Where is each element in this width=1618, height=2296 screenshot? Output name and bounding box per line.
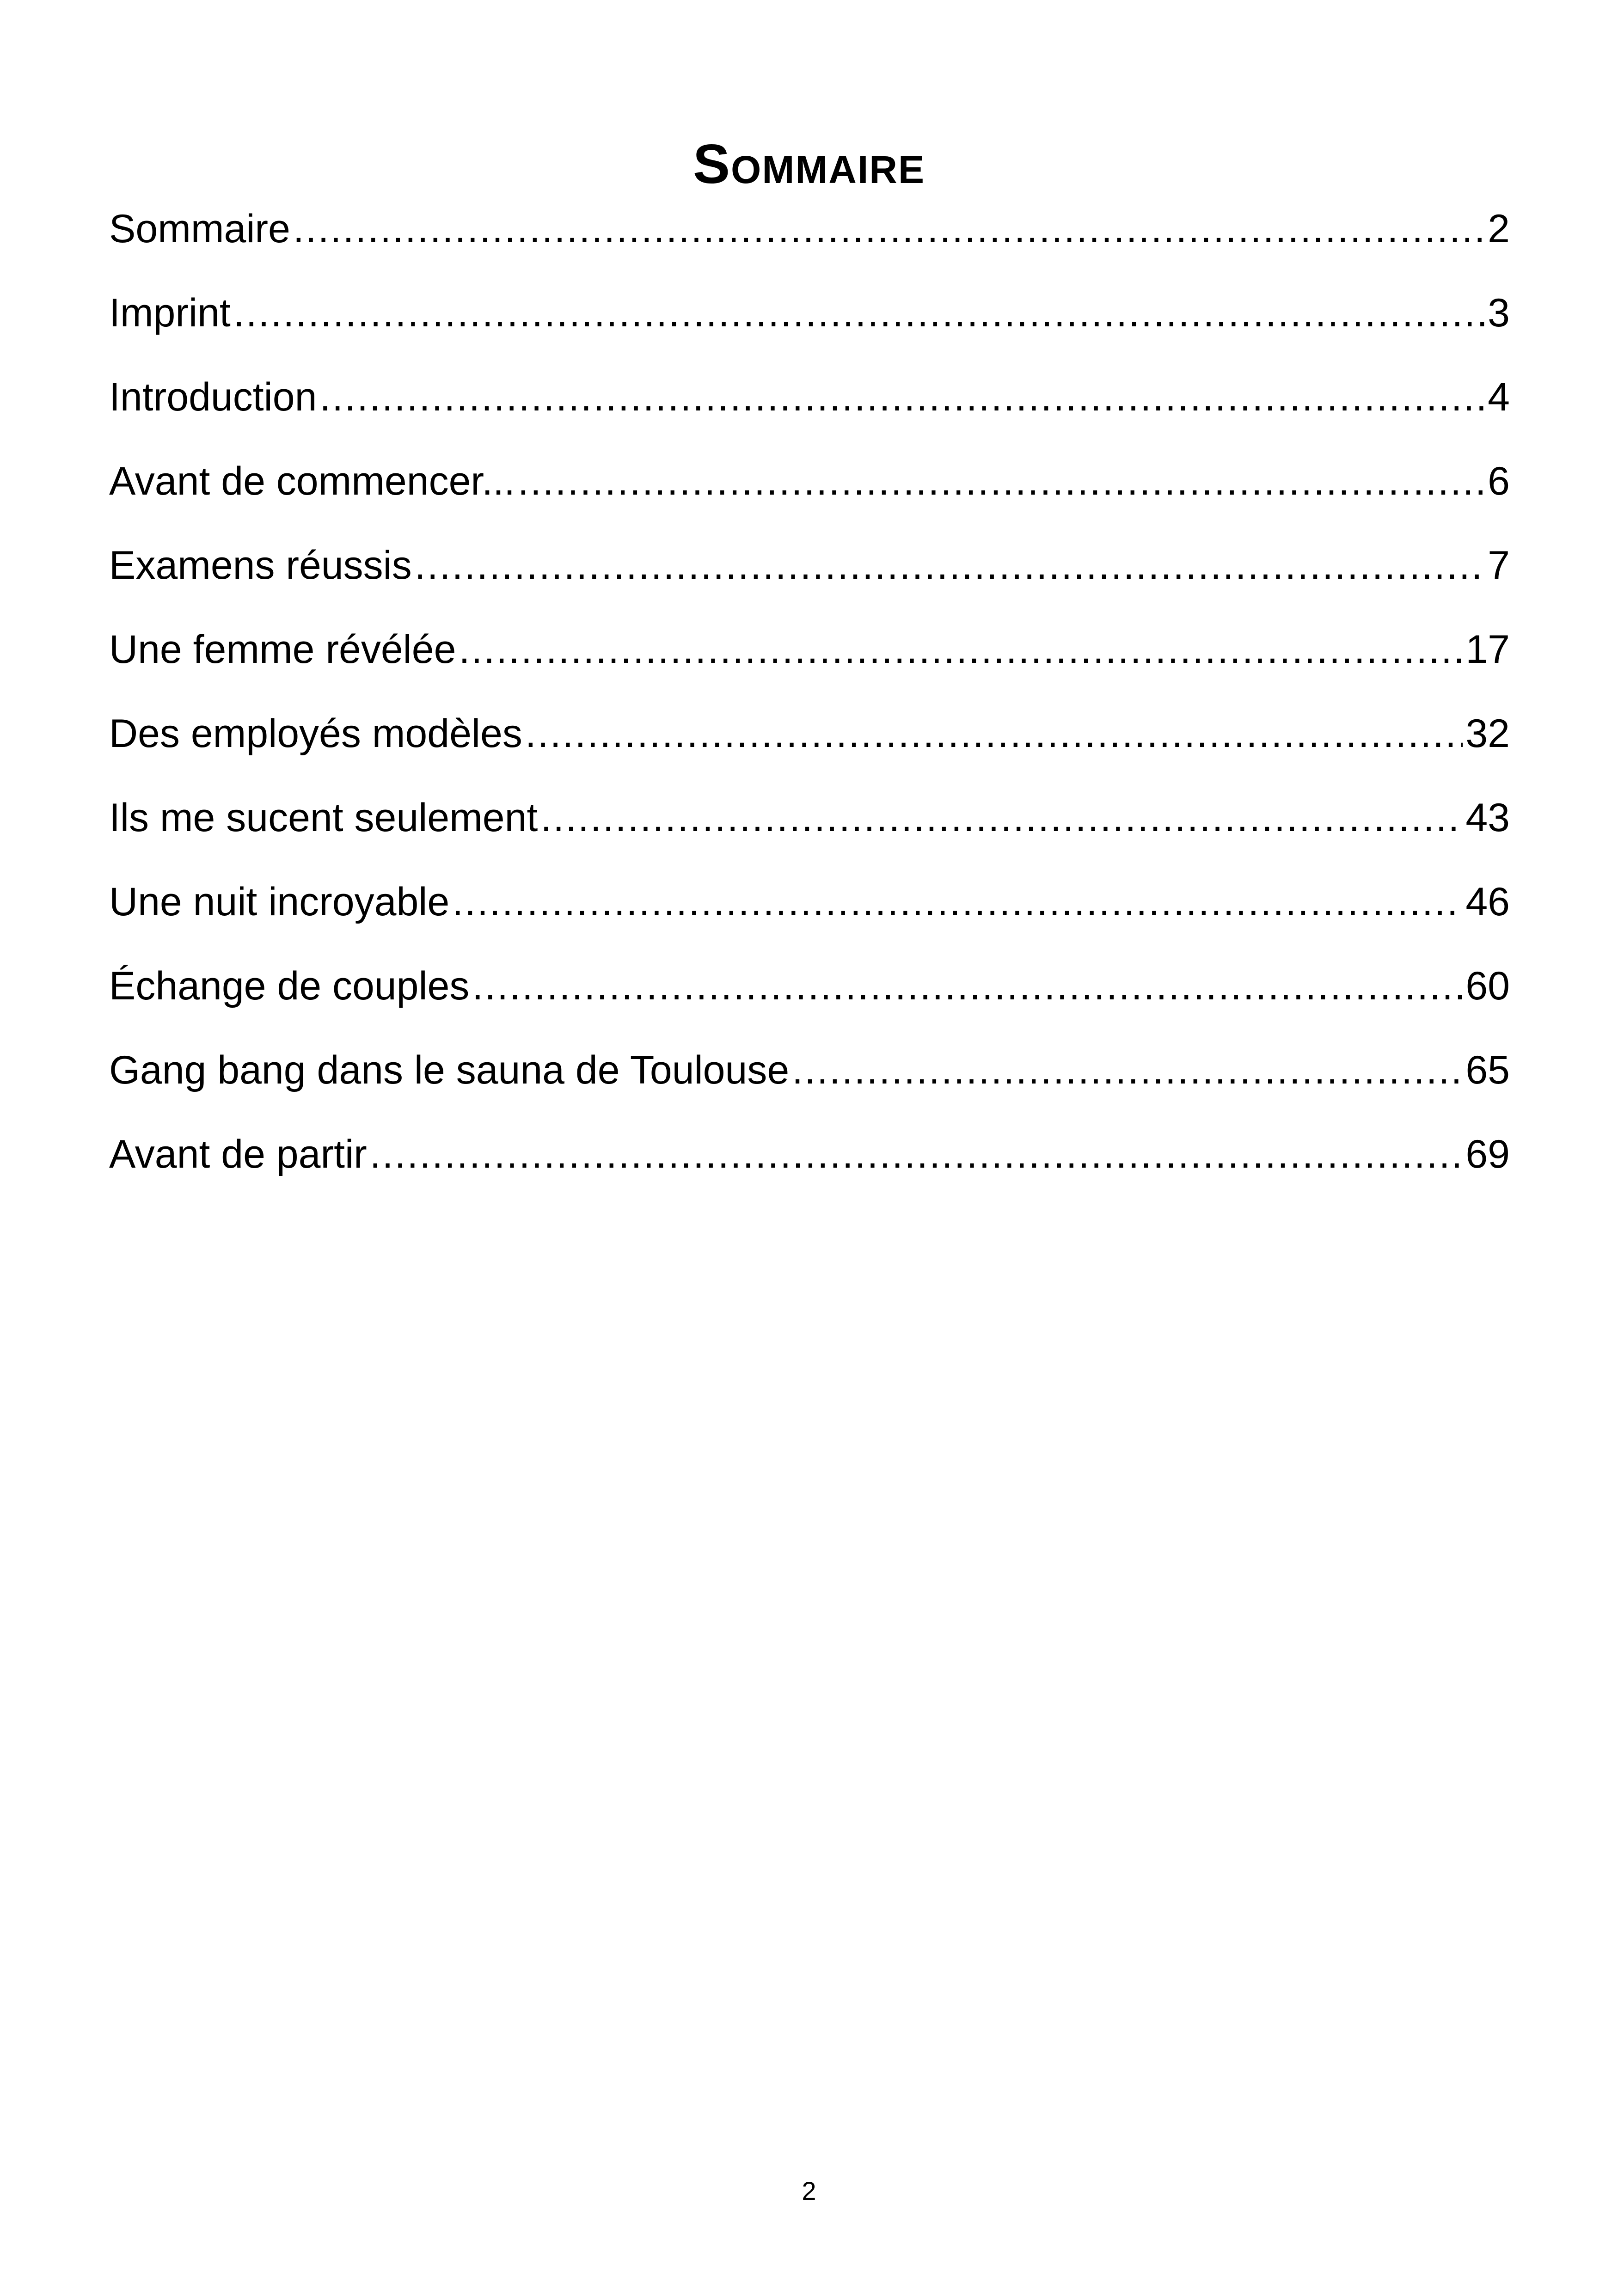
- toc-entry-label: Échange de couples: [109, 964, 470, 1008]
- toc-entry-label: Examens réussis: [109, 543, 412, 588]
- toc-entry-page: 32: [1465, 711, 1510, 756]
- toc-entry-label: Sommaire: [109, 207, 290, 251]
- toc-dot-leader: [415, 535, 1485, 595]
- toc-entry[interactable]: [109, 535, 1510, 619]
- toc-entry[interactable]: [109, 788, 1510, 872]
- toc-entry[interactable]: [109, 1124, 1510, 1208]
- toc-dot-leader: [293, 199, 1485, 259]
- toc-dot-leader: [370, 1124, 1463, 1184]
- toc-entry-page: 2: [1488, 207, 1510, 251]
- toc-entry-label: Une femme révélée: [109, 627, 456, 672]
- toc-dot-leader: [792, 1040, 1463, 1100]
- toc-dot-leader: [540, 788, 1463, 848]
- toc-entry-label: Gang bang dans le sauna de Toulouse: [109, 1048, 790, 1092]
- toc-entry-page: 60: [1465, 964, 1510, 1008]
- toc-entry[interactable]: [109, 956, 1510, 1040]
- page-number: 2: [802, 2176, 816, 2205]
- toc-entry[interactable]: [109, 704, 1510, 788]
- toc-dot-leader: [319, 367, 1485, 427]
- toc-entry[interactable]: [109, 367, 1510, 451]
- toc-entry-label: Ils me sucent seulement: [109, 796, 538, 840]
- toc-entry[interactable]: [109, 1040, 1510, 1124]
- toc-dot-leader: [459, 619, 1463, 680]
- toc-entry[interactable]: [109, 451, 1510, 535]
- toc-entry-page: 4: [1488, 375, 1510, 419]
- toc-entry-page: 46: [1465, 880, 1510, 924]
- toc-entry-label: Avant de partir: [109, 1132, 367, 1176]
- toc-entry-page: 6: [1488, 459, 1510, 503]
- page-title: Sommaire: [693, 133, 925, 196]
- toc-dot-leader: [525, 704, 1463, 764]
- toc-entry-page: 65: [1465, 1048, 1510, 1092]
- toc-entry-page: 7: [1488, 543, 1510, 588]
- toc-dot-leader: [452, 872, 1463, 932]
- toc-entry-label: Des employés modèles: [109, 711, 522, 756]
- toc-entry-page: 69: [1465, 1132, 1510, 1176]
- toc-entry-label: Imprint: [109, 291, 231, 335]
- toc-dot-leader: [233, 283, 1485, 343]
- toc-entry[interactable]: [109, 872, 1510, 956]
- toc-dot-leader: [472, 956, 1463, 1016]
- toc-entry-page: 3: [1488, 291, 1510, 335]
- toc-entry-label: Introduction: [109, 375, 317, 419]
- toc-entry[interactable]: [109, 619, 1510, 704]
- toc-entry[interactable]: [109, 199, 1510, 283]
- toc-entry-page: 43: [1465, 796, 1510, 840]
- table-of-contents: [109, 199, 1510, 1208]
- toc-entry-label: Une nuit incroyable: [109, 880, 450, 924]
- toc-entry[interactable]: [109, 283, 1510, 367]
- toc-dot-leader: [518, 451, 1485, 511]
- toc-entry-label: Avant de commencer...: [109, 459, 515, 503]
- toc-entry-page: 17: [1465, 627, 1510, 672]
